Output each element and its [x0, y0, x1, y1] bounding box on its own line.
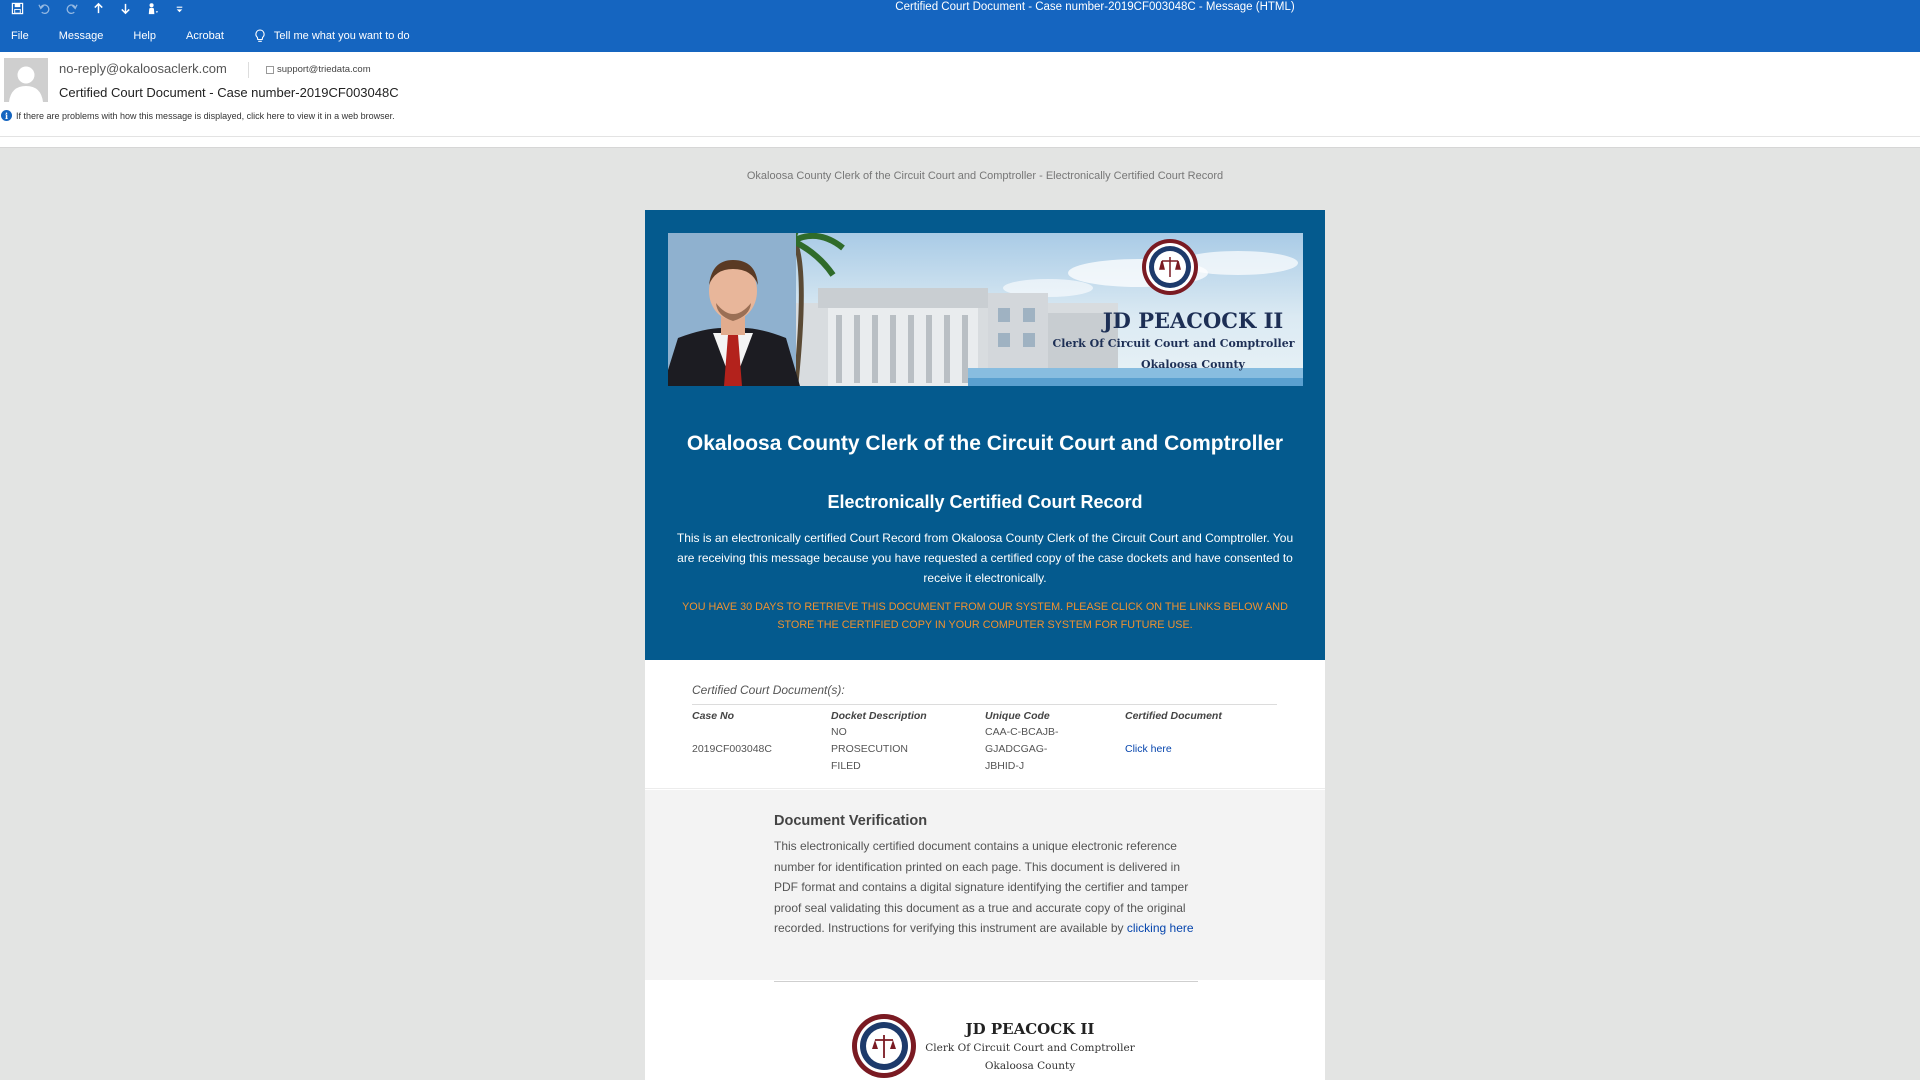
- clerk-seal-icon: [1142, 239, 1198, 295]
- message-subject: Certified Court Document - Case number-2019CF003048C: [59, 85, 399, 100]
- table-bottom-divider: [645, 788, 1325, 789]
- info-bar[interactable]: [1, 110, 395, 121]
- documents-divider: [692, 704, 1277, 705]
- verification-section: [645, 790, 1325, 980]
- banner-name: JD PEACOCK II: [1102, 308, 1284, 333]
- tell-me-label: Tell me what you want to do: [273, 30, 410, 42]
- tab-help[interactable]: Help: [133, 30, 156, 42]
- footer-divider: [774, 981, 1198, 982]
- recipient[interactable]: [266, 64, 371, 75]
- docket-description-line: PROSECUTION: [831, 743, 909, 755]
- certified-document-link[interactable]: Click here: [1125, 743, 1172, 755]
- message-header: [0, 52, 1920, 136]
- verification-text: [774, 836, 1204, 939]
- outlook-ribbon: [0, 0, 1920, 52]
- info-icon: i: [1, 110, 12, 121]
- tell-me-search[interactable]: [254, 29, 410, 43]
- cell-unique-code: [985, 724, 1059, 775]
- lightbulb-icon: [254, 29, 266, 43]
- email-intro-text: This is an electronically certified Court Record from Okaloosa County Clerk of the Circuit Court and Comptroller. You are receiving this message because you have requested a certified copy of the case dockets and have consented to receive it electronically.: [676, 531, 1294, 585]
- email-subtitle: Electronically Certified Court Record: [827, 492, 1143, 512]
- email-preheader: Okaloosa County Clerk of the Circuit Court and Comptroller - Electronically Certified Court Record: [746, 170, 1224, 182]
- footer-subtitle: Clerk Of Circuit Court and Comptroller: [925, 1042, 1135, 1054]
- header-spacer: [0, 137, 1920, 147]
- verification-title: Document Verification: [774, 813, 928, 829]
- unique-code-line: GJADCGAG-: [985, 743, 1048, 755]
- documents-section: [645, 660, 1325, 790]
- person-icon: [4, 58, 48, 102]
- sender-avatar: [4, 58, 48, 102]
- recipient-separator: [248, 62, 249, 78]
- footer-county: Okaloosa County: [984, 1060, 1076, 1072]
- email-title: Okaloosa County Clerk of the Circuit Court and Comptroller: [686, 432, 1284, 455]
- recipient-address: support@triedata.com: [277, 64, 371, 75]
- recipient-checkbox-icon: [266, 66, 274, 74]
- ribbon-tabs: [11, 29, 410, 43]
- documents-title: Certified Court Document(s):: [692, 683, 845, 697]
- banner-subtitle: Clerk Of Circuit Court and Comptroller: [1052, 337, 1295, 350]
- tab-file[interactable]: File: [11, 30, 29, 42]
- email-hero-card: [645, 210, 1325, 660]
- email-footer: [645, 980, 1325, 1080]
- column-header-case-no: Case No: [692, 710, 735, 722]
- footer-seal-icon: [851, 1013, 917, 1079]
- docket-description-line: FILED: [831, 760, 861, 772]
- tab-message[interactable]: Message: [58, 30, 104, 42]
- docket-description-line: NO: [831, 726, 847, 738]
- column-header-docket-description: Docket Description: [831, 710, 927, 722]
- footer-name: JD PEACOCK II: [965, 1020, 1095, 1038]
- column-header-unique-code: Unique Code: [985, 710, 1050, 722]
- banner-county: Okaloosa County: [1141, 358, 1245, 371]
- clerk-banner: [668, 233, 1303, 386]
- unique-code-line: JBHID-J: [985, 760, 1025, 772]
- column-header-certified-document: Certified Document: [1125, 710, 1222, 722]
- unique-code-line: CAA-C-BCAJB-: [985, 726, 1059, 738]
- email-warning-text: YOU HAVE 30 DAYS TO RETRIEVE THIS DOCUMENT FROM OUR SYSTEM. PLEASE CLICK ON THE LINKS BELOW AND STORE THE CERTIFIED COPY IN YOUR COMPUTER SYSTEM FOR FUTURE USE.: [682, 601, 1288, 631]
- window-title: Certified Court Document - Case number-2019CF003048C - Message (HTML): [895, 1, 1295, 13]
- verification-link[interactable]: clicking here: [1126, 921, 1194, 935]
- cell-case-no: 2019CF003048C: [692, 743, 772, 755]
- cell-docket-description: [831, 724, 908, 775]
- info-bar-text: If there are problems with how this message is displayed, click here to view it in a web browser.: [16, 110, 395, 121]
- tab-acrobat[interactable]: Acrobat: [186, 30, 224, 42]
- sender-address[interactable]: no-reply@okaloosaclerk.com: [59, 61, 227, 76]
- verification-body: This electronically certified document contains a unique electronic reference number for identification printed on each page. This document is delivered in PDF format and contains a digital signature identifying the certifier and tamper proof seal validating this document as a true and accurate copy of the original recorded. Instructions for verifying this instrument are available by: [774, 839, 1189, 935]
